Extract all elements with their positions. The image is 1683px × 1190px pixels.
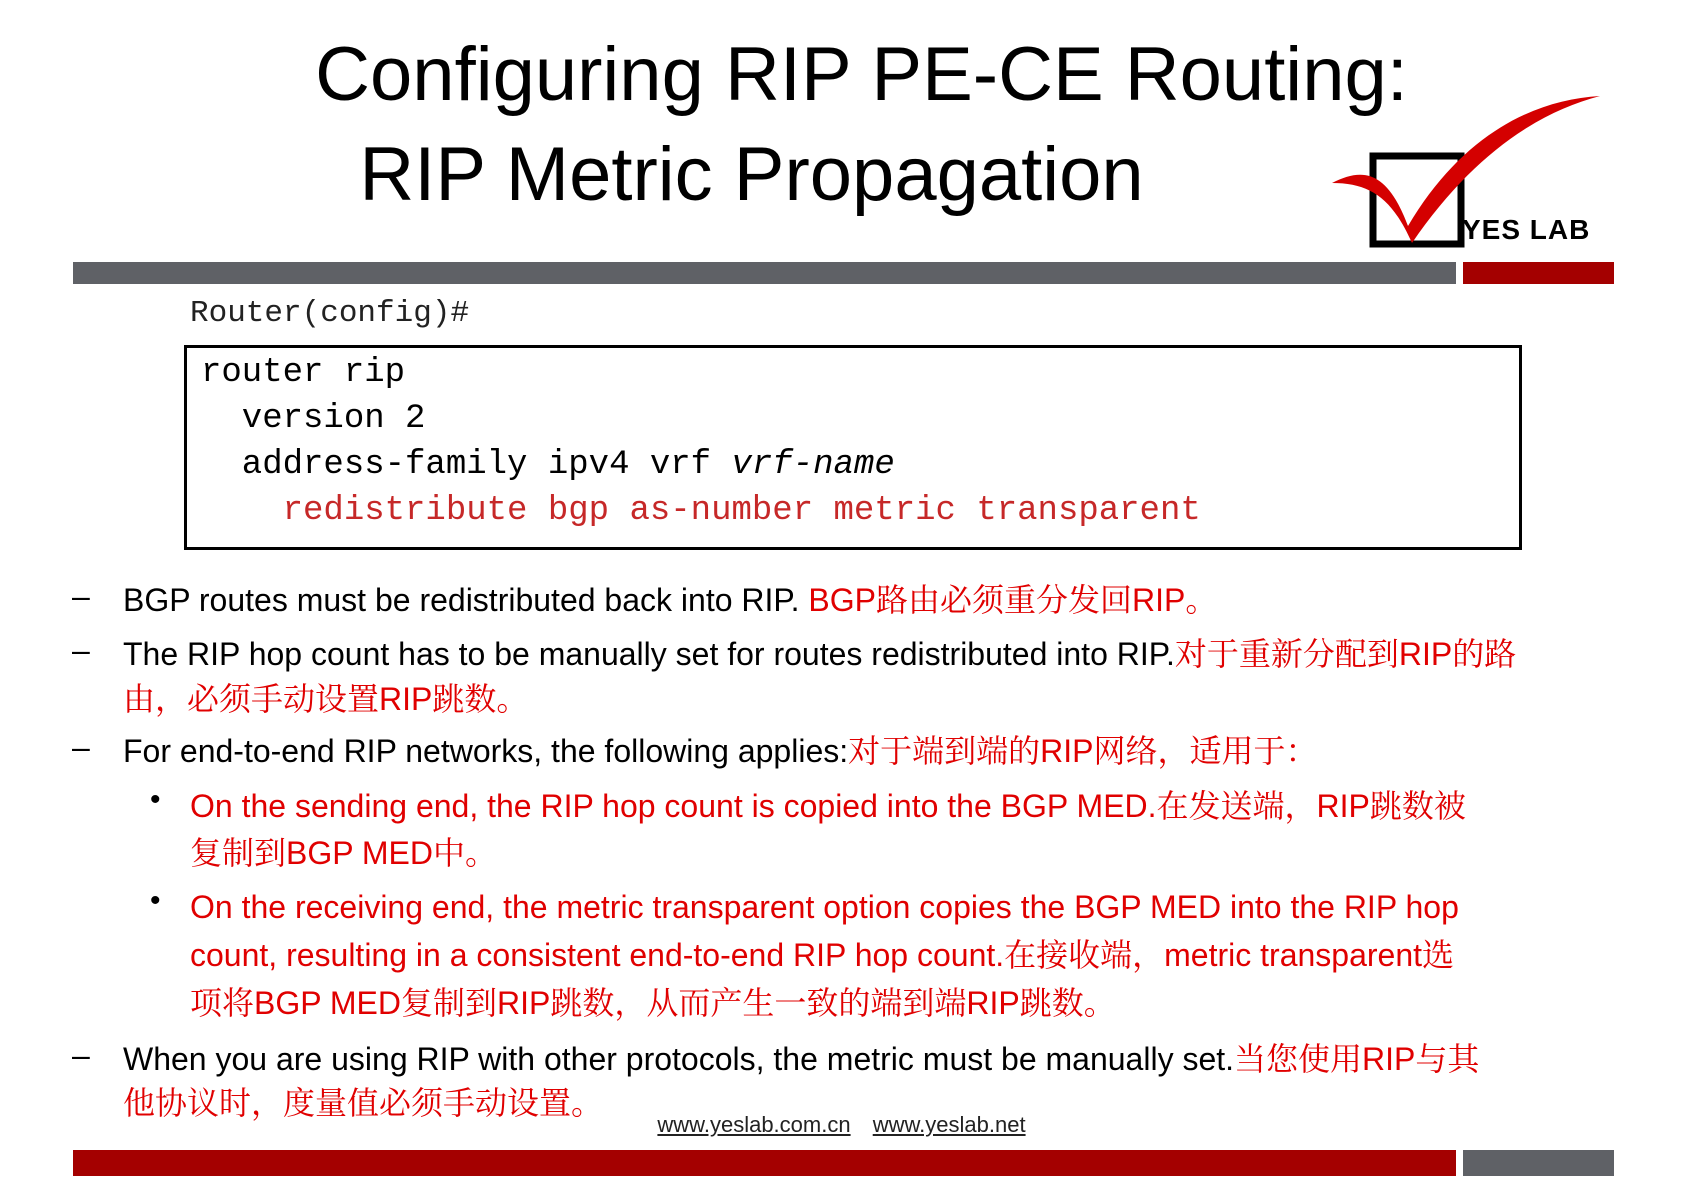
bullet-dot: • xyxy=(150,783,161,816)
config-prompt: Router(config)# xyxy=(190,296,470,331)
bullet-2-cn1: 对于重新分配到RIP的路 xyxy=(1174,636,1517,672)
bullet-2-en: The RIP hop count has to be manually set for routes redistributed into RIP. xyxy=(123,636,1175,672)
dash-marker: – xyxy=(72,1037,90,1073)
code-line-3-var: vrf-name xyxy=(731,446,895,484)
bullet-4-line2: 他协议时，度量值必须手动设置。 xyxy=(123,1085,604,1121)
bullet-4-cn1: 当您使用RIP与其 xyxy=(1234,1041,1480,1077)
bullet-2-line1 xyxy=(123,631,1516,677)
bullet-1-en: BGP routes must be redistributed back into RIP. xyxy=(123,582,800,618)
bullet-3 xyxy=(123,728,1317,774)
code-box xyxy=(184,345,1522,550)
bullet-3-cn: 对于端到端的RIP网络，适用于： xyxy=(848,733,1318,769)
code-line-1: router rip xyxy=(201,354,406,392)
slide-title-line2: RIP Metric Propagation xyxy=(359,132,1144,217)
sub-bullet-1-line1: On the sending end, the RIP hop count is copied into the BGP MED.在发送端，RIP跳数被 xyxy=(190,788,1466,824)
top-red-bar xyxy=(1463,262,1614,284)
dash-marker: – xyxy=(72,578,90,614)
footer-link-cn[interactable]: www.yeslab.com.cn xyxy=(657,1112,851,1137)
bullet-1 xyxy=(123,577,1217,623)
code-line-3 xyxy=(201,446,895,484)
bullet-dot: • xyxy=(150,884,161,917)
sub-bullet-2-line1: On the receiving end, the metric transparent option copies the BGP MED into the RIP hop xyxy=(190,889,1459,925)
bullet-1-cn: BGP路由必须重分发回RIP。 xyxy=(808,582,1218,618)
code-line-4: redistribute bgp as-number metric transparent xyxy=(201,492,1201,530)
slide-title-line1: Configuring RIP PE-CE Routing: xyxy=(315,32,1408,117)
sub-bullet-1-line2: 复制到BGP MED中。 xyxy=(190,835,498,871)
bullet-4-en: When you are using RIP with other protocols, the metric must be manually set. xyxy=(123,1041,1235,1077)
footer-link-net[interactable]: www.yeslab.net xyxy=(872,1112,1026,1137)
sub-bullet-2-line2: count, resulting in a consistent end-to-end RIP hop count.在接收端，metric transparent选 xyxy=(190,937,1455,973)
logo-text: YES LAB xyxy=(1462,214,1591,245)
dash-marker: – xyxy=(72,729,90,765)
footer-links xyxy=(0,1112,1683,1138)
top-gray-bar xyxy=(73,262,1456,284)
code-line-3-prefix: address-family ipv4 vrf xyxy=(201,446,732,484)
code-line-2: version 2 xyxy=(201,400,426,438)
bullet-2-line2: 由，必须手动设置RIP跳数。 xyxy=(123,681,529,717)
bottom-gray-bar xyxy=(1463,1150,1614,1176)
sub-bullet-2-line3: 项将BGP MED复制到RIP跳数，从而产生一致的端到端RIP跳数。 xyxy=(190,985,1116,1021)
bullet-4-line1 xyxy=(123,1036,1479,1082)
bullet-3-en: For end-to-end RIP networks, the following applies: xyxy=(123,733,849,769)
bottom-red-bar xyxy=(73,1150,1456,1176)
dash-marker: – xyxy=(72,632,90,668)
